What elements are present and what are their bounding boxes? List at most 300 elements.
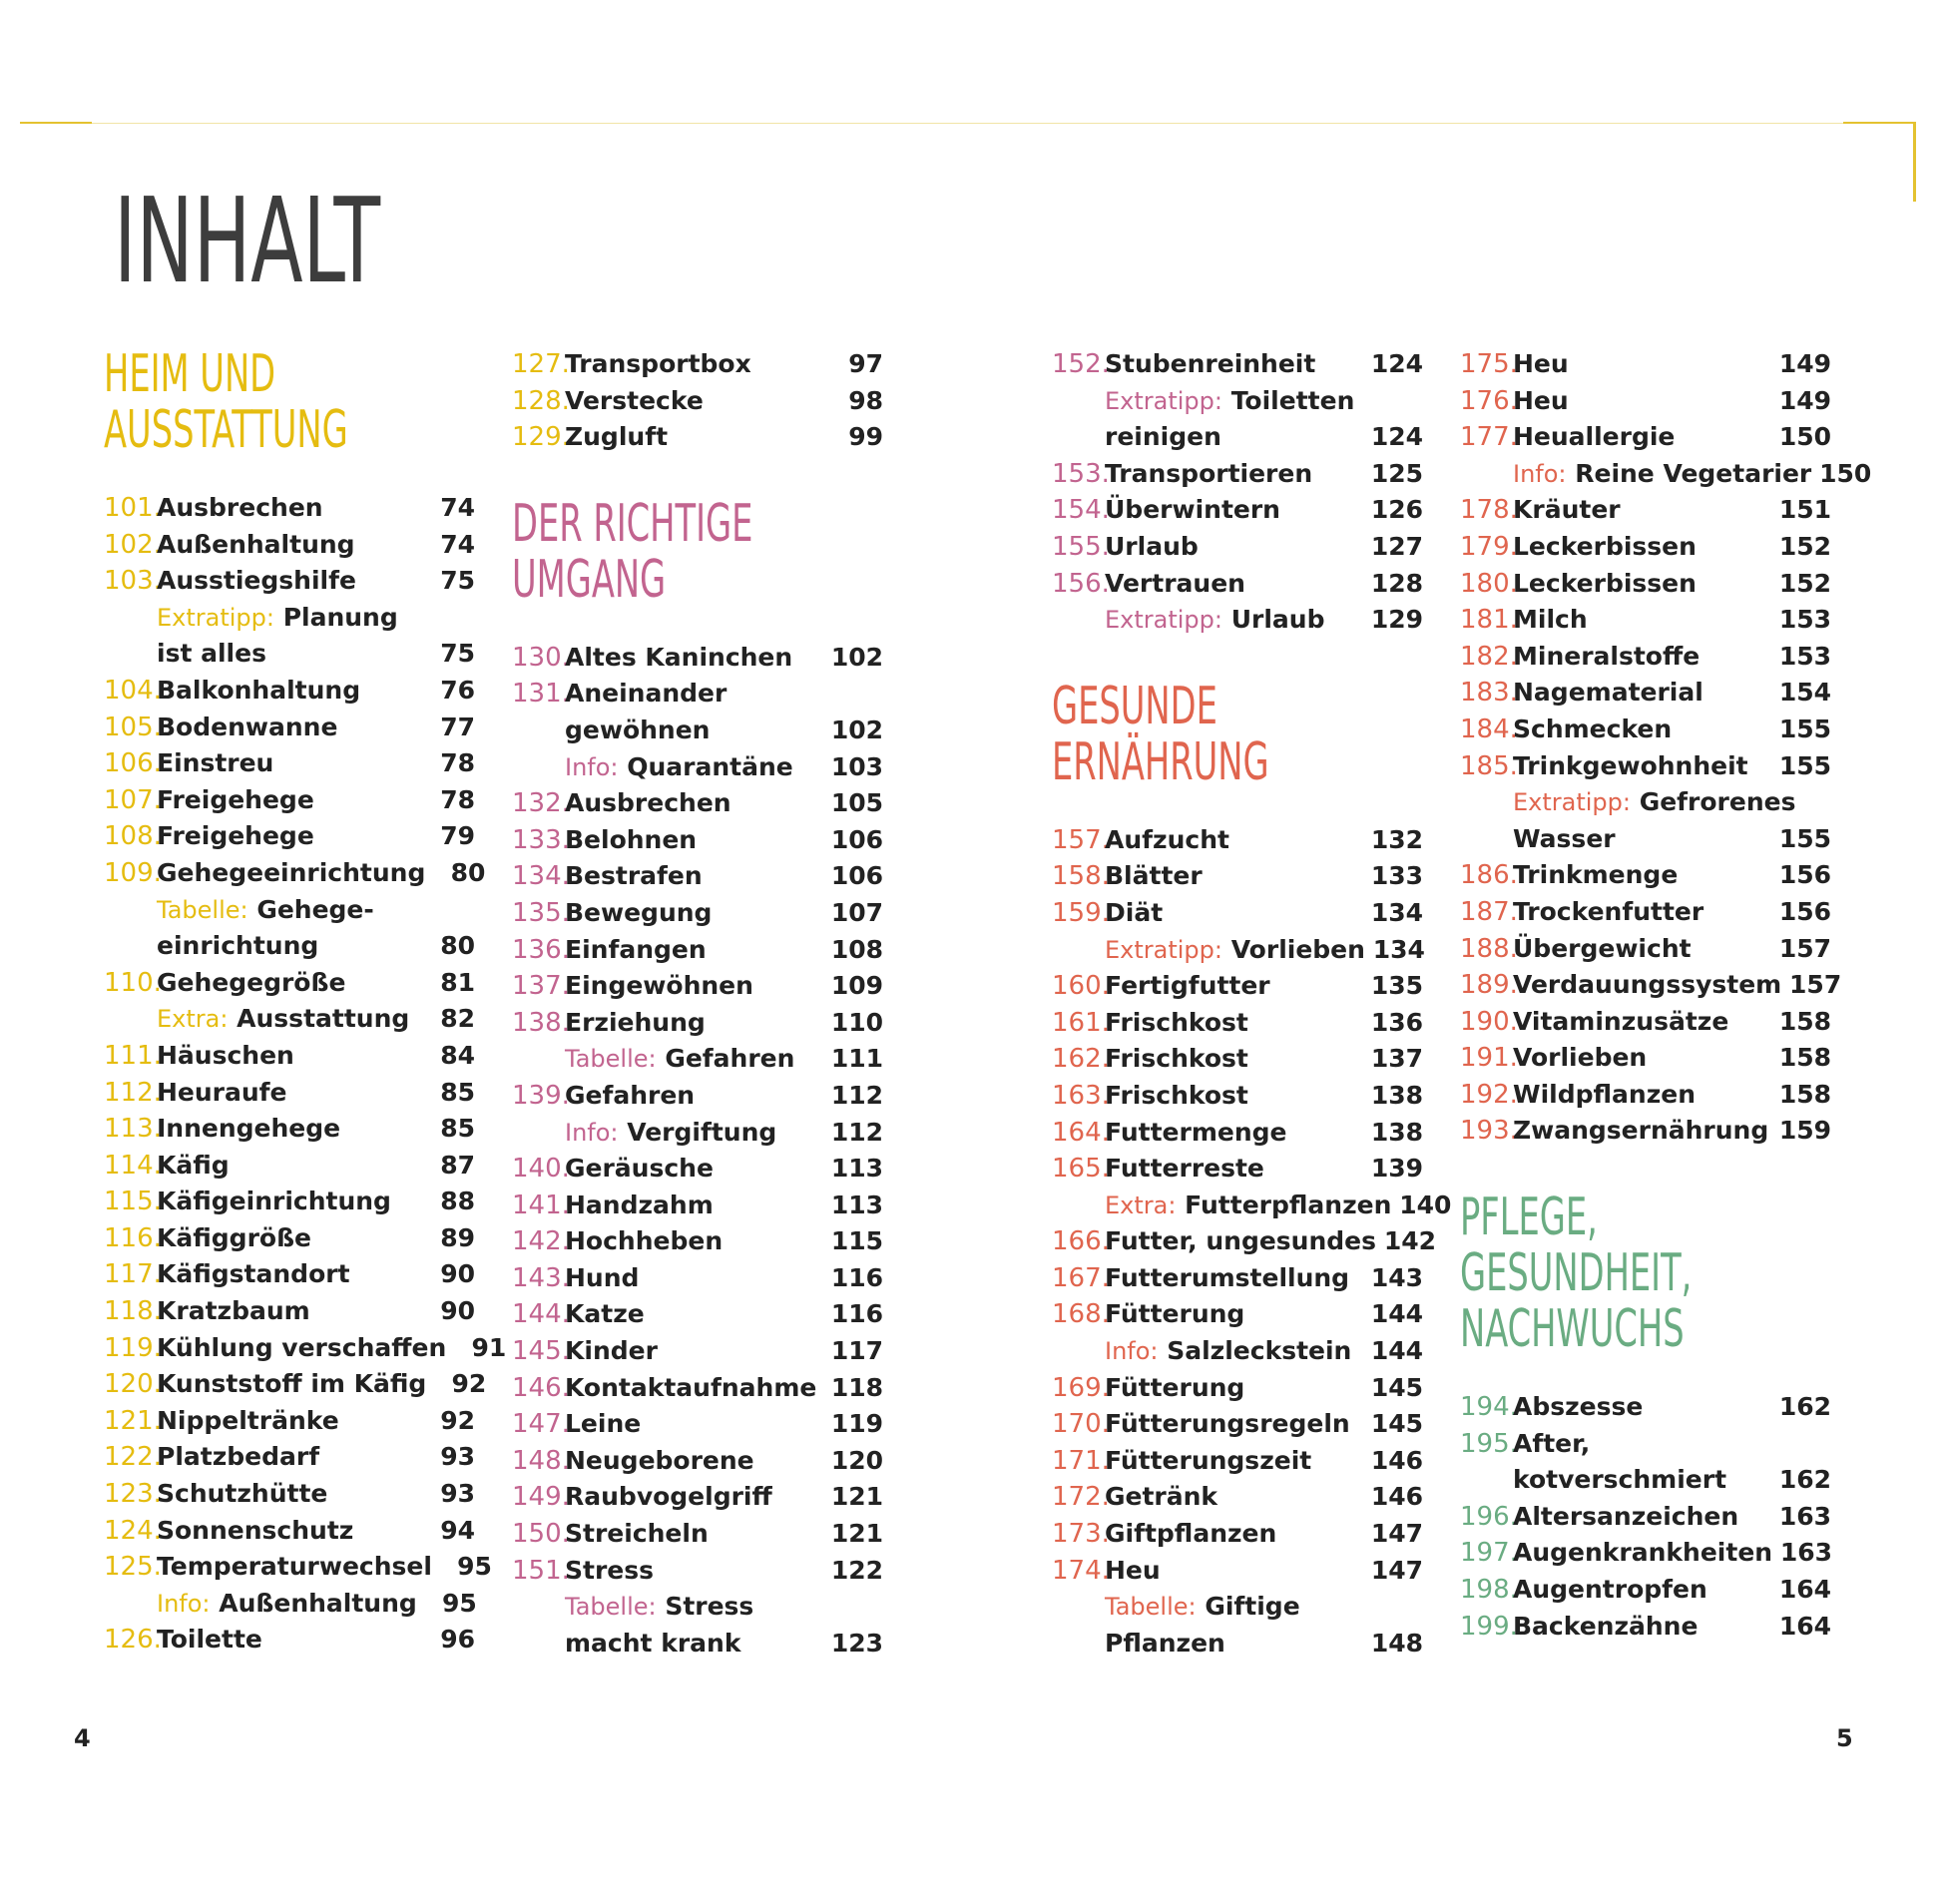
entry-page: 156 bbox=[1778, 860, 1831, 890]
entry-text: Freigehege bbox=[157, 784, 314, 814]
entry-title bbox=[1513, 1499, 1771, 1536]
toc-entry bbox=[512, 1626, 883, 1663]
toc-entry bbox=[1460, 1040, 1831, 1077]
entry-text: Heu bbox=[1105, 1555, 1161, 1585]
entry-page: 159 bbox=[1778, 1116, 1831, 1146]
entry-label: Extratipp: bbox=[1105, 606, 1222, 635]
entry-title bbox=[565, 1553, 823, 1590]
entry-page: 149 bbox=[1778, 385, 1831, 415]
toc-entry bbox=[1052, 1078, 1423, 1115]
entry-label: Extratipp: bbox=[1105, 935, 1222, 964]
entry-page: 79 bbox=[440, 821, 475, 851]
entry-text: Vorlieben bbox=[1230, 934, 1365, 964]
toc-entry bbox=[1052, 968, 1423, 1005]
entry-text: Kontaktaufnahme bbox=[565, 1372, 817, 1402]
page-number-left: 4 bbox=[74, 1724, 91, 1752]
entry-text: Futterumstellung bbox=[1105, 1262, 1350, 1292]
entry-text: Temperaturwechsel bbox=[157, 1552, 432, 1582]
entry-number: 191. bbox=[1460, 1043, 1518, 1074]
entry-page: 128 bbox=[1370, 568, 1423, 598]
entry-number: 139. bbox=[512, 1080, 570, 1111]
toc-entry bbox=[104, 1330, 507, 1367]
entry-title bbox=[565, 1370, 823, 1407]
entry-page: 129 bbox=[1370, 605, 1423, 635]
entry-number: 136. bbox=[512, 934, 570, 965]
toc-entry bbox=[1052, 1406, 1423, 1443]
entry-page: 158 bbox=[1778, 1006, 1831, 1036]
entry-number: 168. bbox=[1052, 1299, 1110, 1330]
entry-text: Fütterung bbox=[1105, 1372, 1245, 1402]
entry-title bbox=[1105, 1151, 1363, 1188]
toc-entry bbox=[1052, 602, 1423, 639]
entry-title bbox=[1105, 1479, 1363, 1516]
entry-label: Tabelle: bbox=[157, 895, 248, 924]
toc-entry bbox=[1052, 1516, 1423, 1553]
section-spacer bbox=[1460, 1150, 1831, 1190]
entry-number: 141. bbox=[512, 1190, 570, 1220]
entry-text: Häuschen bbox=[157, 1040, 294, 1070]
entry-title bbox=[565, 1626, 823, 1663]
toc-entry bbox=[1052, 1296, 1423, 1333]
entry-text: Fütterungszeit bbox=[1105, 1445, 1312, 1475]
entry-title bbox=[1105, 566, 1363, 603]
entry-title bbox=[1513, 857, 1771, 894]
entry-text: Heuraufe bbox=[157, 1077, 287, 1107]
entry-label: Tabelle: bbox=[565, 1045, 657, 1074]
entry-text: Gehegegröße bbox=[157, 967, 346, 997]
entry-title bbox=[1105, 1443, 1363, 1480]
entry-title bbox=[565, 1260, 823, 1297]
entry-page: 155 bbox=[1778, 823, 1831, 853]
entry-text: Schutzhütte bbox=[157, 1479, 328, 1509]
toc-entry bbox=[1052, 529, 1423, 566]
toc-entry bbox=[1052, 1479, 1423, 1516]
entry-number: 137. bbox=[512, 971, 570, 1002]
entry-text: Ausbrechen bbox=[565, 788, 731, 818]
entry-title bbox=[565, 419, 823, 456]
entry-title bbox=[1513, 821, 1771, 858]
toc-entry bbox=[104, 855, 486, 892]
toc-column-1 bbox=[104, 344, 507, 1659]
entry-title bbox=[1513, 675, 1771, 712]
entry-text: Innengehege bbox=[157, 1114, 341, 1144]
entry-text: Urlaub bbox=[1230, 605, 1325, 635]
entry-number: 147. bbox=[512, 1409, 570, 1440]
entry-text: Käfigstandort bbox=[157, 1259, 350, 1289]
entry-number: 195. bbox=[1460, 1428, 1518, 1459]
heading-spacer bbox=[104, 458, 475, 490]
entry-title bbox=[565, 858, 823, 895]
entry-page: 150 bbox=[1778, 422, 1831, 452]
toc-entry bbox=[1460, 748, 1831, 785]
entry-title bbox=[157, 1220, 415, 1257]
entry-page: 116 bbox=[830, 1299, 883, 1329]
entry-title bbox=[565, 785, 823, 822]
entry-number: 166. bbox=[1052, 1226, 1110, 1257]
section-heading-line: GESUNDHEIT, bbox=[1460, 1243, 1693, 1304]
entry-title bbox=[1105, 1553, 1363, 1590]
entry-text: Wasser bbox=[1513, 823, 1616, 853]
entry-title bbox=[1105, 1041, 1363, 1078]
entry-text: Heu bbox=[1513, 385, 1569, 415]
toc-entry bbox=[512, 822, 883, 859]
toc-entry bbox=[512, 1370, 883, 1407]
entry-title bbox=[565, 749, 823, 786]
entry-number: 198. bbox=[1460, 1575, 1518, 1606]
entry-text: Frischkost bbox=[1105, 1080, 1248, 1110]
entry-number: 120. bbox=[104, 1369, 162, 1400]
entry-title bbox=[1105, 1005, 1363, 1042]
entry-text: Gefahren bbox=[665, 1044, 795, 1074]
entry-page: 95 bbox=[442, 1588, 477, 1618]
entry-text: Augenkrankheiten bbox=[1513, 1538, 1773, 1568]
entry-title bbox=[1513, 529, 1771, 566]
entry-number: 138. bbox=[512, 1007, 570, 1038]
toc-entry bbox=[512, 1260, 883, 1297]
entry-page: 153 bbox=[1778, 605, 1831, 635]
toc-entry bbox=[104, 710, 475, 746]
entry-page: 137 bbox=[1370, 1044, 1423, 1074]
entry-number: 103. bbox=[104, 566, 162, 597]
entry-title bbox=[565, 1406, 823, 1443]
toc-entry bbox=[1052, 1626, 1423, 1663]
section-heading bbox=[1052, 676, 1319, 792]
toc-entry bbox=[104, 1111, 475, 1148]
entry-page: 138 bbox=[1370, 1117, 1423, 1147]
entry-title bbox=[1513, 1535, 1772, 1572]
entry-page: 144 bbox=[1370, 1336, 1423, 1366]
toc-entry bbox=[104, 1403, 475, 1440]
entry-text: After, bbox=[1513, 1428, 1591, 1458]
entry-label: Info: bbox=[565, 752, 619, 781]
entry-text: macht krank bbox=[565, 1628, 741, 1658]
toc-column-3 bbox=[1052, 346, 1452, 1662]
entry-page: 122 bbox=[830, 1555, 883, 1585]
section-spacer bbox=[512, 456, 883, 496]
entry-text: Kratzbaum bbox=[157, 1296, 310, 1326]
entry-title bbox=[1105, 1223, 1376, 1260]
entry-page: 144 bbox=[1370, 1299, 1423, 1329]
toc-entry bbox=[1052, 1553, 1423, 1590]
entry-number: 179. bbox=[1460, 531, 1518, 562]
entry-page: 117 bbox=[830, 1336, 883, 1366]
entry-page: 74 bbox=[440, 493, 475, 522]
entry-label: Info: bbox=[1105, 1337, 1159, 1366]
entry-page: 146 bbox=[1370, 1445, 1423, 1475]
entry-page: 75 bbox=[440, 566, 475, 596]
entry-page: 139 bbox=[1370, 1154, 1423, 1184]
entry-title bbox=[157, 965, 415, 1002]
entry-title bbox=[157, 1038, 415, 1075]
entry-title bbox=[565, 1479, 823, 1516]
entry-number: 163. bbox=[1052, 1080, 1110, 1111]
entry-title bbox=[1513, 748, 1771, 785]
entry-text: Eingewöhnen bbox=[565, 971, 753, 1001]
entry-number: 184. bbox=[1460, 714, 1518, 744]
toc-entry bbox=[512, 1443, 883, 1480]
entry-title bbox=[157, 928, 415, 965]
entry-page: 103 bbox=[830, 751, 883, 781]
entry-text: Vergiftung bbox=[627, 1117, 777, 1147]
entry-text: Leckerbissen bbox=[1513, 531, 1697, 561]
entry-text: Hund bbox=[565, 1262, 640, 1292]
entry-title bbox=[565, 1223, 823, 1260]
entry-text: Getränk bbox=[1105, 1482, 1218, 1512]
entry-text: Überwintern bbox=[1105, 495, 1280, 525]
entry-number: 189. bbox=[1460, 970, 1518, 1001]
entry-text: Milch bbox=[1513, 605, 1588, 635]
entry-page: 140 bbox=[1399, 1190, 1452, 1219]
entry-title bbox=[1513, 1572, 1771, 1609]
entry-page: 84 bbox=[440, 1040, 475, 1070]
entry-number: 123. bbox=[104, 1479, 162, 1510]
entry-page: 147 bbox=[1370, 1555, 1423, 1585]
toc-entry bbox=[1460, 894, 1831, 931]
entry-number: 165. bbox=[1052, 1154, 1110, 1185]
entry-title bbox=[1105, 968, 1363, 1005]
entry-page: 116 bbox=[830, 1262, 883, 1292]
section-heading-line: PFLEGE, bbox=[1460, 1188, 1598, 1248]
toc-entry bbox=[104, 1001, 475, 1038]
toc-entry bbox=[512, 1333, 883, 1370]
entry-text: Erziehung bbox=[565, 1007, 706, 1037]
entry-page: 147 bbox=[1370, 1519, 1423, 1549]
entry-number: 187. bbox=[1460, 896, 1518, 927]
entry-page: 82 bbox=[440, 1004, 475, 1034]
entry-title bbox=[1105, 529, 1363, 566]
entry-title bbox=[1513, 1077, 1771, 1114]
entry-text: Urlaub bbox=[1105, 531, 1199, 561]
toc-entry bbox=[1052, 822, 1423, 859]
entry-page: 119 bbox=[830, 1409, 883, 1439]
entry-number: 135. bbox=[512, 897, 570, 928]
entry-page: 98 bbox=[848, 385, 883, 415]
toc-entry bbox=[1052, 1223, 1436, 1260]
entry-number: 158. bbox=[1052, 861, 1110, 892]
toc-entry bbox=[1052, 1333, 1423, 1370]
entry-text: Salzleckstein bbox=[1167, 1336, 1352, 1366]
toc-entry bbox=[104, 1184, 475, 1220]
entry-page: 93 bbox=[440, 1442, 475, 1472]
entry-text: Toilette bbox=[157, 1625, 262, 1655]
entry-text: Wildpflanzen bbox=[1513, 1079, 1697, 1109]
entry-number: 115. bbox=[104, 1187, 162, 1217]
toc-entry bbox=[1460, 857, 1831, 894]
toc-entry bbox=[512, 932, 883, 969]
toc-entry bbox=[1460, 383, 1831, 420]
entry-number: 148. bbox=[512, 1445, 570, 1476]
entry-page: 145 bbox=[1370, 1409, 1423, 1439]
entry-title bbox=[1105, 383, 1363, 420]
entry-number: 107. bbox=[104, 784, 162, 815]
entry-number: 174. bbox=[1052, 1555, 1110, 1586]
entry-title bbox=[1513, 1040, 1771, 1077]
entry-title bbox=[1513, 383, 1771, 420]
toc-entry bbox=[104, 782, 475, 819]
entry-number: 132. bbox=[512, 788, 570, 819]
entry-number: 143. bbox=[512, 1262, 570, 1293]
entry-title bbox=[1105, 602, 1363, 639]
entry-page: 77 bbox=[440, 712, 475, 741]
toc-entry bbox=[512, 383, 883, 420]
entry-text: Reine Vegetarier bbox=[1575, 458, 1812, 488]
entry-page: 124 bbox=[1370, 349, 1423, 378]
entry-text: Nippeltränke bbox=[157, 1405, 339, 1435]
entry-title bbox=[157, 1075, 415, 1112]
entry-number: 173. bbox=[1052, 1519, 1110, 1550]
section-heading-line: UMGANG bbox=[512, 549, 667, 610]
entry-text: Frischkost bbox=[1105, 1044, 1248, 1074]
entry-number: 102. bbox=[104, 529, 162, 560]
entry-title bbox=[1105, 456, 1363, 493]
toc-entry bbox=[1052, 1443, 1423, 1480]
entry-page: 102 bbox=[830, 714, 883, 744]
entry-number: 134. bbox=[512, 861, 570, 892]
toc-entry bbox=[512, 1223, 883, 1260]
entry-text: Trinkgewohnheit bbox=[1513, 750, 1748, 780]
top-rule-left bbox=[20, 122, 92, 124]
toc-entry bbox=[512, 749, 883, 786]
entry-title bbox=[1105, 822, 1363, 859]
entry-number: 196. bbox=[1460, 1501, 1518, 1532]
toc-entry bbox=[1052, 383, 1423, 420]
entry-label: Extratipp: bbox=[1105, 386, 1222, 415]
toc-entry bbox=[512, 1516, 883, 1553]
entry-text: Mineralstoffe bbox=[1513, 641, 1700, 671]
entry-text: Toiletten bbox=[1230, 385, 1355, 415]
entry-number: 199. bbox=[1460, 1611, 1518, 1642]
entry-page: 96 bbox=[440, 1625, 475, 1655]
entry-page: 85 bbox=[440, 1114, 475, 1144]
entry-page: 163 bbox=[1779, 1538, 1833, 1568]
entry-text: Augentropfen bbox=[1513, 1575, 1707, 1605]
entry-title bbox=[565, 1589, 823, 1626]
toc-entry bbox=[1460, 1499, 1831, 1536]
entry-page: 112 bbox=[830, 1117, 883, 1147]
entry-page: 74 bbox=[440, 529, 475, 559]
entry-text: Heu bbox=[1513, 349, 1569, 378]
section-heading bbox=[512, 493, 779, 610]
entry-page: 158 bbox=[1778, 1079, 1831, 1109]
entry-title bbox=[1105, 1589, 1363, 1626]
toc-entry bbox=[104, 1476, 475, 1513]
entry-number: 172. bbox=[1052, 1482, 1110, 1513]
toc-entry bbox=[512, 676, 883, 713]
toc-entry bbox=[104, 745, 475, 782]
toc-entry bbox=[1460, 492, 1831, 529]
entry-text: Verdauungssystem bbox=[1513, 970, 1782, 1000]
toc-entry bbox=[104, 1220, 475, 1257]
entry-number: 167. bbox=[1052, 1262, 1110, 1293]
entry-page: 154 bbox=[1778, 678, 1831, 708]
entry-title bbox=[1513, 346, 1771, 383]
entry-page: 75 bbox=[440, 639, 475, 669]
entry-title bbox=[565, 895, 823, 932]
toc-entry bbox=[1460, 1389, 1831, 1426]
entry-title bbox=[565, 1296, 823, 1333]
entry-page: 158 bbox=[1778, 1043, 1831, 1073]
entry-page: 99 bbox=[848, 422, 883, 452]
entry-title bbox=[157, 1330, 446, 1367]
entry-page: 92 bbox=[451, 1369, 487, 1399]
entry-number: 130. bbox=[512, 642, 570, 673]
entry-title bbox=[157, 1622, 415, 1659]
entry-title bbox=[1513, 967, 1781, 1004]
entry-title bbox=[157, 1549, 432, 1586]
toc-entry bbox=[104, 1148, 475, 1185]
section-heading-line: ERNÄHRUNG bbox=[1052, 731, 1269, 792]
entry-text: Futtermenge bbox=[1105, 1117, 1287, 1147]
toc-entry bbox=[1460, 1535, 1831, 1572]
top-rule bbox=[92, 123, 1843, 124]
toc-entry bbox=[104, 1366, 487, 1403]
entry-text: Handzahm bbox=[565, 1190, 714, 1219]
entry-title bbox=[1105, 1078, 1363, 1115]
entry-number: 140. bbox=[512, 1154, 570, 1185]
section-heading-line: DER RICHTIGE bbox=[512, 493, 753, 554]
entry-text: Streicheln bbox=[565, 1519, 709, 1549]
entry-label: Info: bbox=[565, 1118, 619, 1147]
entry-title bbox=[157, 855, 425, 892]
entry-page: 134 bbox=[1370, 897, 1423, 927]
toc-entry bbox=[104, 1622, 475, 1659]
heading-spacer bbox=[1052, 790, 1423, 822]
toc-entry bbox=[104, 636, 475, 673]
toc-entry bbox=[512, 1589, 883, 1626]
top-rule-right bbox=[1843, 122, 1915, 124]
toc-entry bbox=[104, 1549, 492, 1586]
entry-page: 151 bbox=[1778, 495, 1831, 525]
entry-number: 110. bbox=[104, 967, 162, 998]
toc-entry bbox=[1460, 1004, 1831, 1041]
entry-number: 175. bbox=[1460, 349, 1518, 379]
toc-entry bbox=[104, 1075, 475, 1112]
toc-entry bbox=[512, 640, 883, 677]
entry-title bbox=[565, 383, 823, 420]
entry-text: Übergewicht bbox=[1513, 933, 1692, 963]
toc-entry bbox=[104, 892, 475, 929]
entry-text: Heuallergie bbox=[1513, 422, 1676, 452]
entry-text: Sonnenschutz bbox=[157, 1515, 354, 1545]
entry-title bbox=[157, 1111, 415, 1148]
entry-label: Extra: bbox=[1105, 1190, 1177, 1219]
entry-text: Futterpflanzen bbox=[1185, 1190, 1392, 1219]
entry-page: 145 bbox=[1370, 1372, 1423, 1402]
entry-number: 146. bbox=[512, 1372, 570, 1403]
toc-entry bbox=[104, 965, 475, 1002]
entry-text: Einstreu bbox=[157, 748, 274, 778]
entry-text: Fütterung bbox=[1105, 1299, 1245, 1329]
entry-title bbox=[565, 1188, 823, 1224]
section-heading-line: HEIM UND bbox=[104, 344, 276, 404]
entry-page: 105 bbox=[830, 788, 883, 818]
entry-title bbox=[157, 1184, 415, 1220]
toc-entry bbox=[104, 1586, 475, 1623]
entry-title bbox=[1105, 1260, 1363, 1297]
toc-entry bbox=[512, 1553, 883, 1590]
section-heading-line: AUSSTATTUNG bbox=[104, 400, 348, 460]
entry-title bbox=[157, 1366, 426, 1403]
entry-number: 104. bbox=[104, 675, 162, 706]
entry-title bbox=[157, 782, 415, 819]
section-heading-line: GESUNDE bbox=[1052, 676, 1217, 736]
entry-number: 145. bbox=[512, 1336, 570, 1367]
entry-page: 80 bbox=[440, 931, 475, 961]
entry-page: 89 bbox=[440, 1222, 475, 1252]
entry-number: 161. bbox=[1052, 1007, 1110, 1038]
toc-entry bbox=[104, 1038, 475, 1075]
entry-title bbox=[157, 636, 415, 673]
